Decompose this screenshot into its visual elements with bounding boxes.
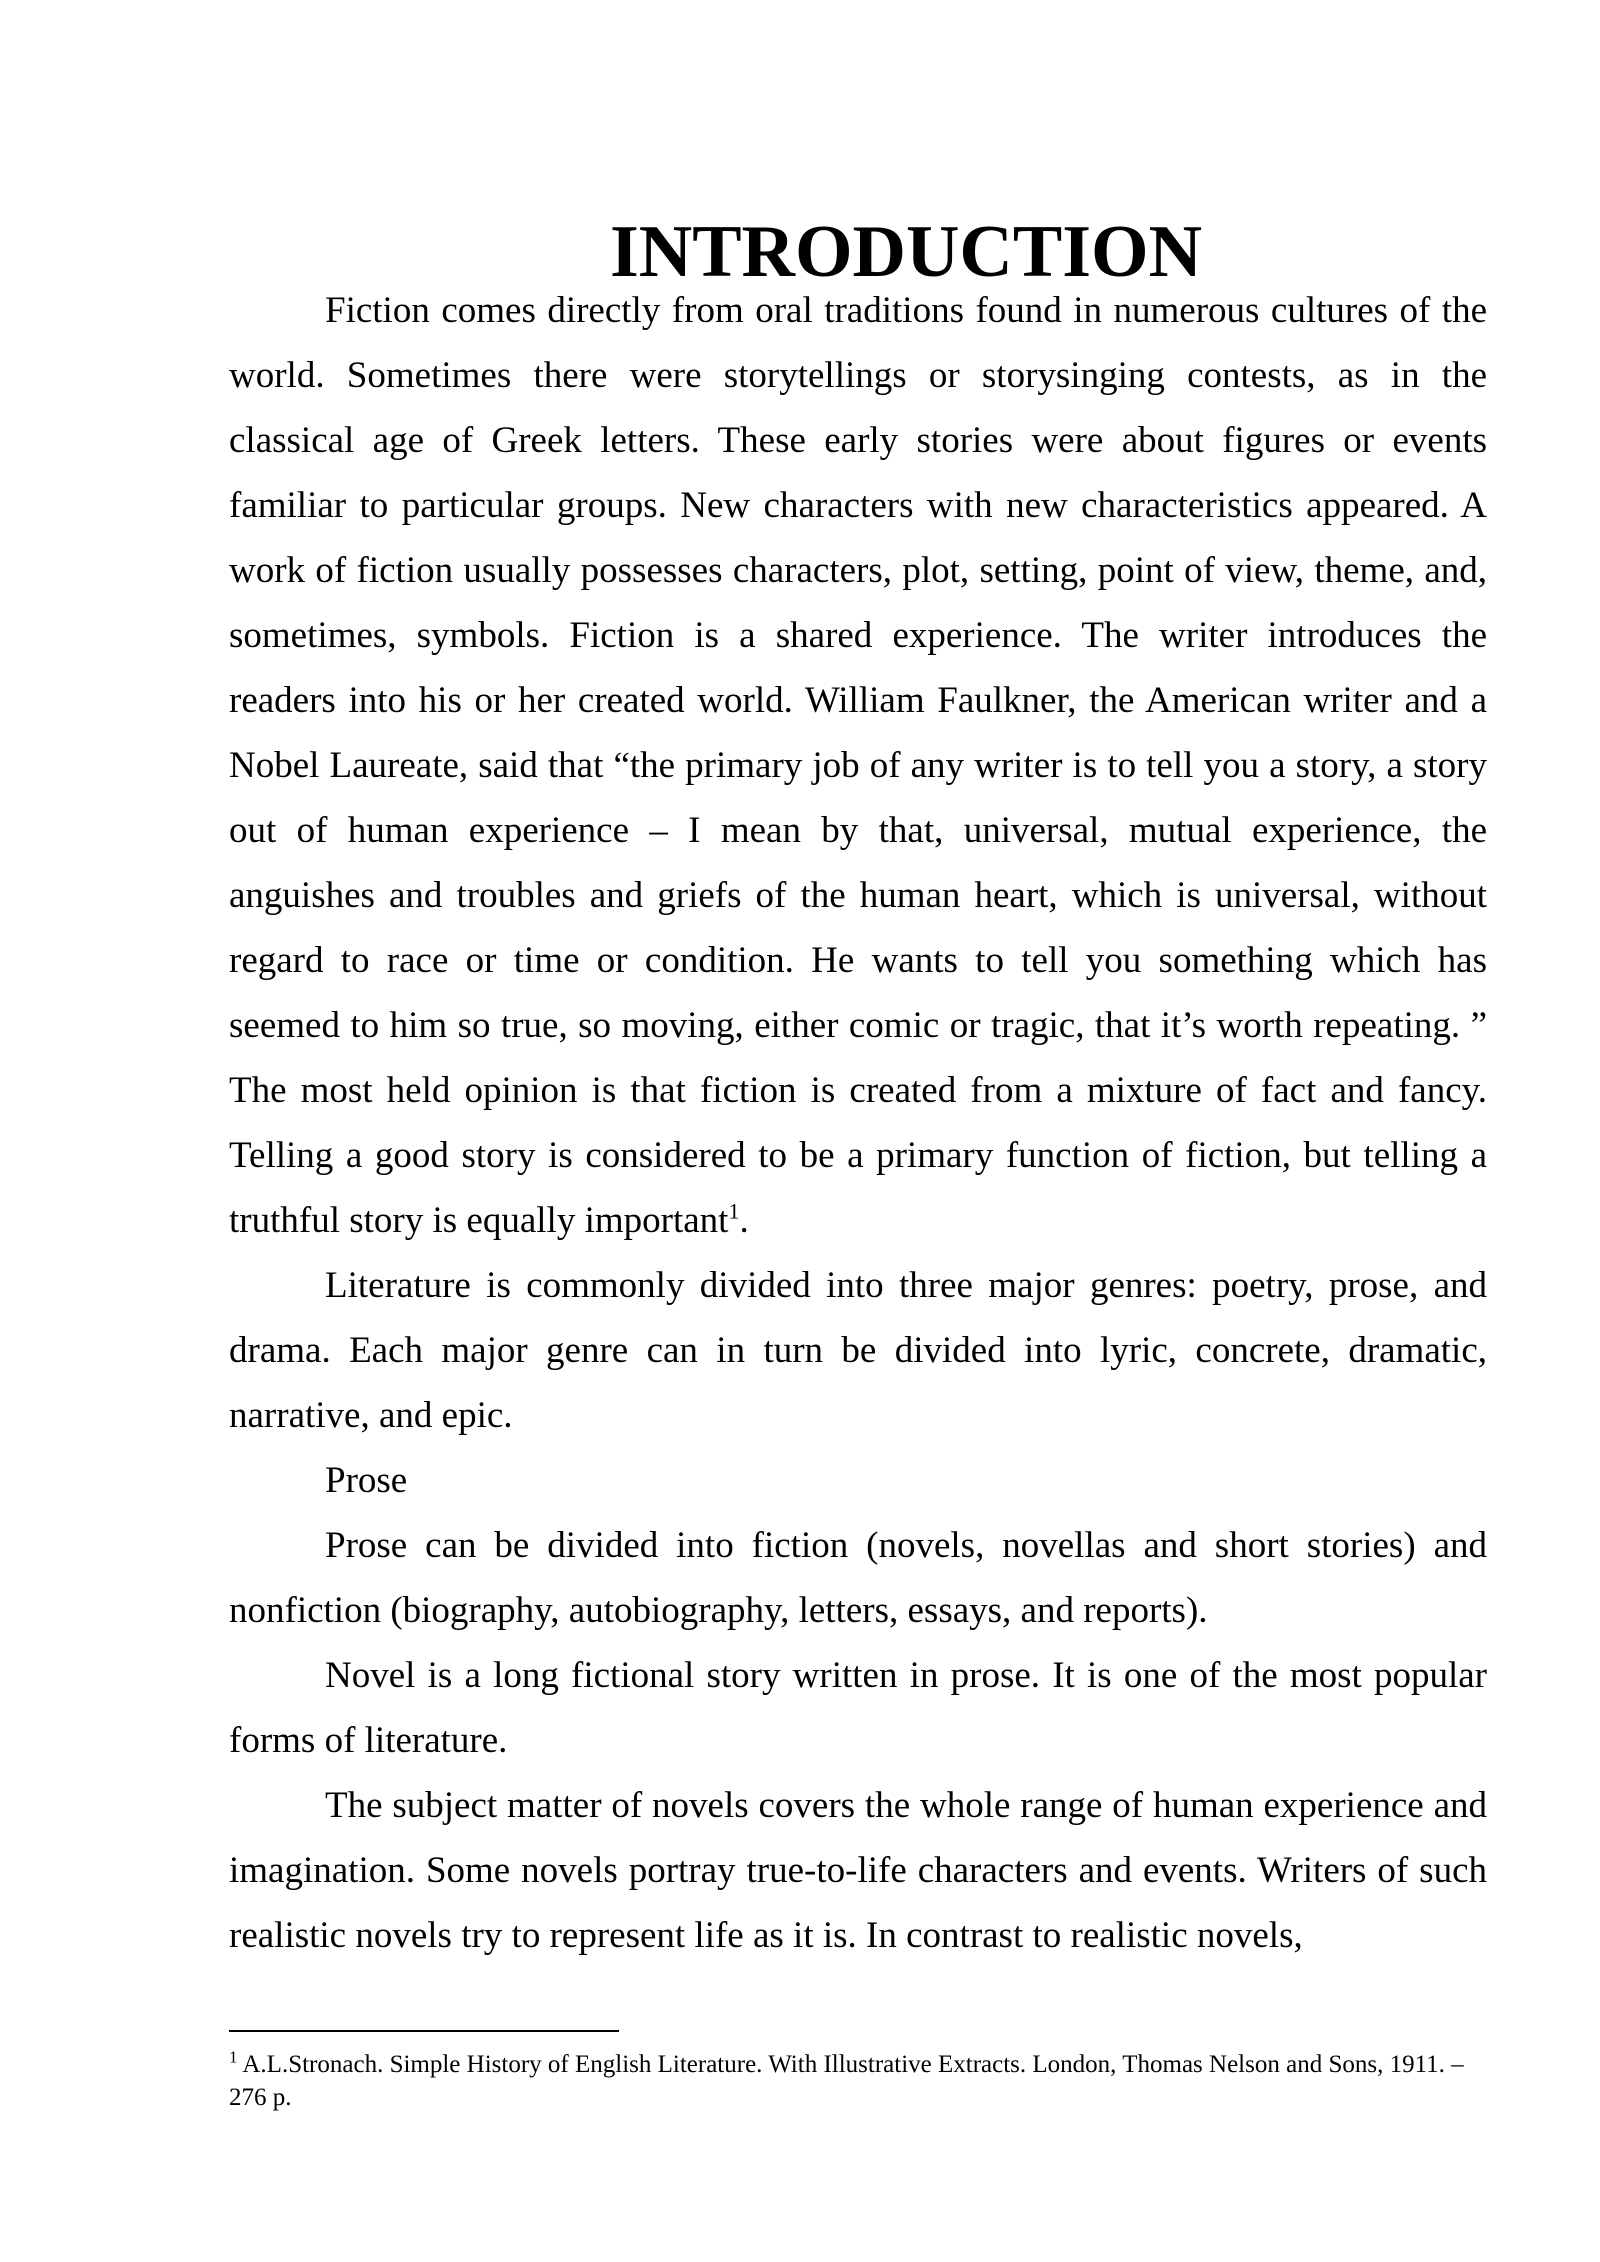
footnote [229, 2048, 1487, 2114]
paragraph-fiction-origins [229, 278, 1487, 1253]
section-heading-prose: Prose [325, 1460, 408, 1501]
page-title: INTRODUCTION [609, 211, 1203, 293]
paragraph-literature-genres: Literature is commonly divided into three major genres: poetry, prose, and drama. Each major genre can in turn be divided into lyric, concrete, dramatic, narrative, and epic. [229, 1265, 1487, 1436]
footnote-reference[interactable]: 1 [728, 1198, 740, 1224]
footnote-marker: 1 [229, 2047, 238, 2067]
paragraph-prose-division: Prose can be divided into fiction (novels, novellas and short stories) and nonfiction (biography, autobiography, letters, essays, and reports). [229, 1525, 1487, 1631]
paragraph-novel-subject-matter: The subject matter of novels covers the whole range of human experience and imagination. Some novels portray true-to-life characters and events. Writers of such realistic novels try to represent life as it is. In contrast to realistic novels, [229, 1785, 1487, 1956]
main-text [229, 211, 1487, 1968]
paragraph-text: Fiction comes directly from oral traditions found in numerous cultures of the world. Sometimes there were storytellings or storysinging contests, as in the classical age of Greek letters. These early stories were about figures or events familiar to particular groups. New characters with new characteristics appeared. A work of fiction usually possesses characters, plot, setting, point of view, theme, and, sometimes, symbols. Fiction is a shared experience. The writer introduces the readers into his or her created world. William Faulkner, the American writer and a Nobel Laureate, said that “the primary job of any writer is to tell you a story, a story out of human experience – I mean by that, universal, mutual experience, the anguishes and troubles and griefs of the human heart, which is universal, without regard to race or time or condition. He wants to tell you something which has seemed to him so true, so moving, either comic or tragic, that it’s worth repeating. ” The most held opinion is that fiction is created from a mixture of fact and fancy. Telling a good story is considered to be a primary function of fiction, but telling a truthful story is equally important [229, 290, 1487, 1241]
paragraph-end-punctuation: . [739, 1200, 749, 1241]
footnote-text: A.L.Stronach. Simple History of English Literature. With Illustrative Extracts. London, Thomas Nelson and Sons, 1911. – 276 p. [229, 2051, 1464, 2111]
footnote-divider [229, 2030, 619, 2032]
paragraph-novel-definition: Novel is a long fictional story written in prose. It is one of the most popular forms of literature. [229, 1655, 1487, 1761]
